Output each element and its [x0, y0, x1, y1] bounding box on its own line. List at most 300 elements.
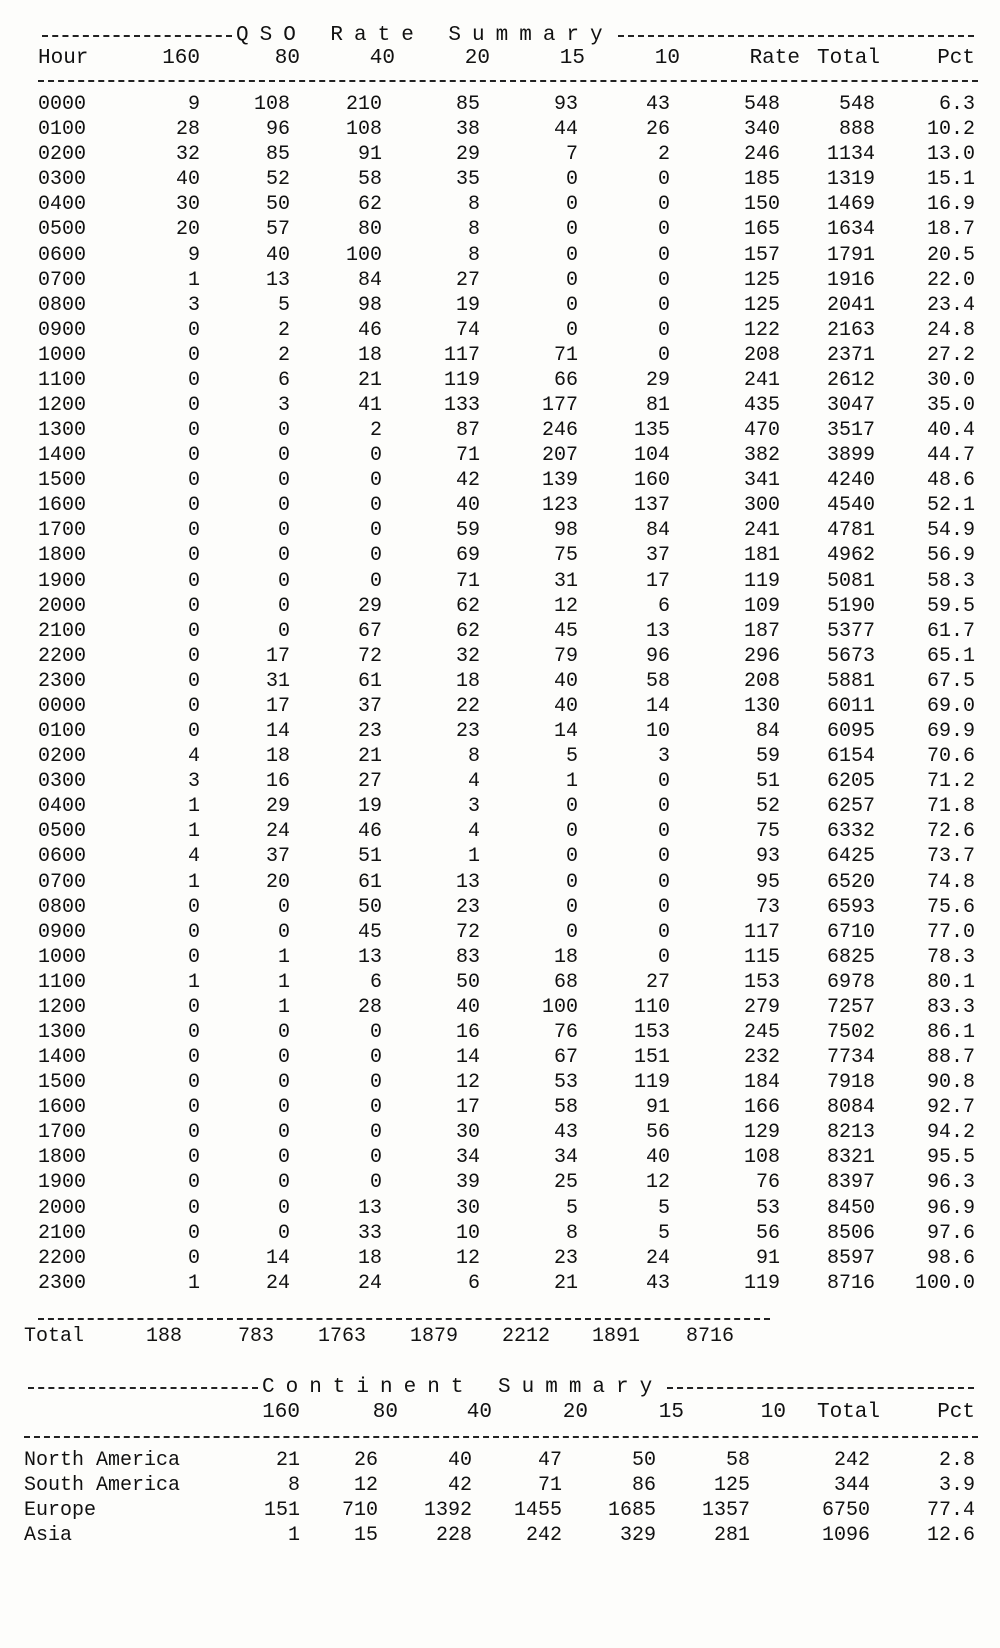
cell-80: 0: [277, 569, 290, 593]
cell-80: 3: [277, 394, 290, 417]
cell-160: 3: [187, 770, 200, 794]
cell-hour: 1200: [38, 995, 87, 1019]
cell-20: 35: [455, 168, 480, 192]
cell-80: 18: [265, 745, 290, 769]
cell-20: 71: [455, 569, 480, 593]
cell-pct: 40.4: [926, 419, 975, 442]
cell-rate: 341: [743, 469, 780, 493]
cell-hour: 1400: [38, 444, 87, 468]
cell-hour: 2100: [38, 1221, 87, 1245]
cell-rate: 130: [743, 694, 780, 718]
cell-hour: 1200: [38, 394, 87, 417]
cell-40: 61: [357, 870, 382, 894]
cell-pct: 30.0: [926, 368, 975, 392]
cell-pct: 56.9: [926, 544, 975, 568]
continent-cell-160: 151: [263, 1499, 300, 1522]
cell-rate: 109: [743, 594, 780, 618]
cell-rate: 153: [743, 970, 780, 994]
header-rate: Rate: [749, 47, 800, 70]
cell-pct: 73.7: [926, 845, 975, 869]
cell-160: 0: [187, 1246, 200, 1270]
cell-total: 3047: [826, 394, 875, 417]
cell-rate: 246: [743, 143, 780, 167]
cell-15: 23: [553, 1246, 578, 1270]
cell-hour: 0800: [38, 293, 87, 317]
cell-80: 20: [265, 870, 290, 894]
cell-total: 8597: [826, 1246, 875, 1270]
cell-rate: 84: [755, 720, 780, 743]
cell-pct: 67.5: [926, 669, 975, 693]
cell-rate: 125: [743, 293, 780, 317]
continent-cell-40: 40: [447, 1449, 472, 1472]
cell-10: 0: [657, 795, 670, 819]
cell-40: 0: [369, 569, 382, 593]
cell-rate: 208: [743, 343, 780, 367]
cell-80: 16: [265, 770, 290, 794]
continent-cell-15: 50: [631, 1449, 656, 1472]
cell-15: 207: [541, 444, 578, 468]
cell-80: 0: [277, 1096, 290, 1120]
cell-rate: 93: [755, 845, 780, 869]
cell-rate: 95: [755, 870, 780, 894]
cell-10: 0: [657, 820, 670, 844]
cell-hour: 1900: [38, 1171, 87, 1195]
cell-40: 6: [369, 970, 382, 994]
cell-20: 23: [455, 895, 480, 919]
cell-10: 0: [657, 845, 670, 869]
continent-cell-pct: 12.6: [926, 1524, 975, 1547]
cell-10: 13: [645, 619, 670, 643]
cell-40: 0: [369, 1121, 382, 1145]
cell-pct: 97.6: [926, 1221, 975, 1245]
cell-160: 0: [187, 544, 200, 568]
cell-pct: 58.3: [926, 569, 975, 593]
cell-160: 0: [187, 444, 200, 468]
cell-15: 79: [553, 644, 578, 668]
cell-80: 0: [277, 419, 290, 442]
cell-80: 17: [265, 644, 290, 668]
cell-10: 160: [633, 469, 670, 493]
cell-pct: 92.7: [926, 1096, 975, 1120]
cell-20: 8: [467, 243, 480, 267]
cell-total: 8321: [826, 1146, 875, 1170]
cell-20: 87: [455, 419, 480, 442]
cell-40: 91: [357, 143, 382, 167]
cell-10: 58: [645, 669, 670, 693]
cell-hour: 1000: [38, 343, 87, 367]
header-pct: Pct: [937, 47, 975, 70]
cell-40: 21: [357, 368, 382, 392]
cell-160: 0: [187, 619, 200, 643]
cell-10: 26: [645, 118, 670, 142]
cell-20: 19: [455, 293, 480, 317]
cell-80: 85: [265, 143, 290, 167]
cell-total: 8084: [826, 1096, 875, 1120]
cell-rate: 157: [743, 243, 780, 267]
cell-80: 6: [277, 368, 290, 392]
cell-160: 1: [187, 970, 200, 994]
cell-80: 108: [253, 93, 290, 116]
cell-total: 8506: [826, 1221, 875, 1245]
cell-rate: 108: [743, 1146, 780, 1170]
cell-80: 2: [277, 343, 290, 367]
cell-rate: 91: [755, 1246, 780, 1270]
cell-80: 37: [265, 845, 290, 869]
cell-10: 29: [645, 368, 670, 392]
cell-80: 1: [277, 945, 290, 969]
cell-15: 0: [565, 293, 578, 317]
total-divider: [38, 1318, 770, 1320]
cell-80: 52: [265, 168, 290, 192]
cell-40: 0: [369, 1046, 382, 1069]
cell-pct: 83.3: [926, 995, 975, 1019]
cell-10: 3: [657, 745, 670, 769]
cell-15: 0: [565, 168, 578, 192]
cell-20: 119: [443, 368, 480, 392]
cell-20: 40: [455, 494, 480, 518]
continent-cell-80: 710: [341, 1499, 378, 1522]
cell-10: 0: [657, 293, 670, 317]
cell-total: 8397: [826, 1171, 875, 1195]
cell-40: 108: [345, 118, 382, 142]
cell-15: 76: [553, 1021, 578, 1044]
cell-pct: 69.0: [926, 694, 975, 718]
cell-15: 71: [553, 343, 578, 367]
cell-15: 0: [565, 820, 578, 844]
cell-10: 0: [657, 168, 670, 192]
cell-80: 0: [277, 1121, 290, 1145]
cell-40: 46: [357, 820, 382, 844]
cell-160: 0: [187, 920, 200, 944]
cell-80: 31: [265, 669, 290, 693]
cell-pct: 6.3: [938, 93, 975, 116]
cell-160: 1: [187, 820, 200, 844]
cell-total: 2163: [826, 318, 875, 342]
cell-80: 0: [277, 444, 290, 468]
cell-total: 6978: [826, 970, 875, 994]
cell-hour: 0900: [38, 920, 87, 944]
cell-hour: 0300: [38, 168, 87, 192]
cell-40: 46: [357, 318, 382, 342]
cell-pct: 78.3: [926, 945, 975, 969]
cell-rate: 296: [743, 644, 780, 668]
cell-160: 0: [187, 1196, 200, 1220]
cell-20: 30: [455, 1121, 480, 1145]
cell-80: 57: [265, 218, 290, 242]
cell-10: 104: [633, 444, 670, 468]
cell-15: 18: [553, 945, 578, 969]
cell-20: 133: [443, 394, 480, 417]
cell-pct: 44.7: [926, 444, 975, 468]
cell-rate: 119: [743, 1271, 780, 1295]
cell-20: 8: [467, 218, 480, 242]
cell-total: 7257: [826, 995, 875, 1019]
cell-rate: 73: [755, 895, 780, 919]
total-40: 1763: [317, 1325, 366, 1348]
header-hour: Hour: [38, 47, 89, 70]
cell-15: 5: [565, 745, 578, 769]
cell-total: 2612: [826, 368, 875, 392]
cell-20: 34: [455, 1146, 480, 1170]
cell-160: 0: [187, 343, 200, 367]
cell-total: 6825: [826, 945, 875, 969]
cell-20: 22: [455, 694, 480, 718]
cell-80: 14: [265, 720, 290, 743]
cell-160: 0: [187, 669, 200, 693]
cell-total: 1791: [826, 243, 875, 267]
cell-pct: 71.8: [926, 795, 975, 819]
cell-hour: 1300: [38, 419, 87, 442]
cell-pct: 59.5: [926, 594, 975, 618]
continent-cell-continent: North America: [24, 1449, 181, 1472]
cell-160: 0: [187, 368, 200, 392]
cell-pct: 71.2: [926, 770, 975, 794]
cell-rate: 150: [743, 193, 780, 217]
cell-pct: 74.8: [926, 870, 975, 894]
continent-header-160: 160: [262, 1401, 300, 1424]
continent-header-80: 80: [372, 1401, 398, 1424]
cell-80: 24: [265, 820, 290, 844]
cell-40: 0: [369, 519, 382, 543]
cell-160: 30: [175, 193, 200, 217]
continent-cell-40: 228: [435, 1524, 472, 1547]
cell-20: 40: [455, 995, 480, 1019]
cell-15: 43: [553, 1121, 578, 1145]
continent-cell-160: 1: [287, 1524, 300, 1547]
cell-40: 0: [369, 494, 382, 518]
cell-40: 0: [369, 469, 382, 493]
cell-hour: 0800: [38, 895, 87, 919]
cell-15: 8: [565, 1221, 578, 1245]
cell-160: 1: [187, 268, 200, 292]
cell-pct: 70.6: [926, 745, 975, 769]
cell-hour: 0600: [38, 845, 87, 869]
cell-20: 74: [455, 318, 480, 342]
cell-rate: 245: [743, 1021, 780, 1044]
cell-80: 1: [277, 970, 290, 994]
continent-cell-160: 21: [275, 1449, 300, 1472]
qso-title: QSO Rate Summary: [236, 24, 614, 47]
continent-header-pct: Pct: [937, 1401, 975, 1424]
cell-20: 23: [455, 720, 480, 743]
cell-hour: 1700: [38, 1121, 87, 1145]
cell-80: 0: [277, 1196, 290, 1220]
cell-hour: 1700: [38, 519, 87, 543]
cell-pct: 23.4: [926, 293, 975, 317]
cell-total: 6425: [826, 845, 875, 869]
cell-160: 28: [175, 118, 200, 142]
continent-cell-total: 1096: [821, 1524, 870, 1547]
header-total: Total: [816, 47, 880, 70]
cell-pct: 95.5: [926, 1146, 975, 1170]
cell-pct: 86.1: [926, 1021, 975, 1044]
title-dash-left: [42, 35, 232, 37]
cell-40: 100: [345, 243, 382, 267]
cell-80: 0: [277, 619, 290, 643]
cell-10: 6: [657, 594, 670, 618]
cell-15: 177: [541, 394, 578, 417]
cell-15: 1: [565, 770, 578, 794]
cell-20: 69: [455, 544, 480, 568]
cell-hour: 0100: [38, 720, 87, 743]
cell-40: 0: [369, 544, 382, 568]
cell-rate: 115: [743, 945, 780, 969]
cell-hour: 1800: [38, 1146, 87, 1170]
cell-10: 151: [633, 1046, 670, 1069]
cell-20: 3: [467, 795, 480, 819]
cell-20: 10: [455, 1221, 480, 1245]
cell-10: 91: [645, 1096, 670, 1120]
cell-20: 18: [455, 669, 480, 693]
cell-160: 0: [187, 694, 200, 718]
cell-80: 0: [277, 1046, 290, 1069]
cell-40: 45: [357, 920, 382, 944]
cell-15: 100: [541, 995, 578, 1019]
cell-rate: 125: [743, 268, 780, 292]
cell-hour: 0000: [38, 93, 87, 116]
cell-40: 50: [357, 895, 382, 919]
cell-pct: 96.9: [926, 1196, 975, 1220]
cell-40: 13: [357, 945, 382, 969]
cell-rate: 129: [743, 1121, 780, 1145]
cell-hour: 0500: [38, 820, 87, 844]
cell-20: 12: [455, 1246, 480, 1270]
continent-cell-10: 281: [713, 1524, 750, 1547]
continent-header-20: 20: [562, 1401, 588, 1424]
cell-10: 0: [657, 268, 670, 292]
cell-15: 75: [553, 544, 578, 568]
cell-160: 0: [187, 644, 200, 668]
cell-total: 7918: [826, 1071, 875, 1095]
cell-total: 1634: [826, 218, 875, 242]
cell-rate: 56: [755, 1221, 780, 1245]
cell-10: 5: [657, 1196, 670, 1220]
cell-total: 1134: [826, 143, 875, 167]
cell-80: 13: [265, 268, 290, 292]
cell-rate: 548: [743, 93, 780, 116]
continent-cell-80: 12: [353, 1474, 378, 1497]
continent-cell-160: 8: [287, 1474, 300, 1497]
continent-cell-10: 1357: [701, 1499, 750, 1522]
cell-hour: 0400: [38, 795, 87, 819]
cell-15: 44: [553, 118, 578, 142]
cell-rate: 122: [743, 318, 780, 342]
cell-total: 6593: [826, 895, 875, 919]
cell-160: 0: [187, 995, 200, 1019]
cell-hour: 0700: [38, 870, 87, 894]
cell-160: 1: [187, 1271, 200, 1295]
cell-hour: 0400: [38, 193, 87, 217]
cell-15: 0: [565, 870, 578, 894]
cell-40: 0: [369, 1021, 382, 1044]
cell-pct: 10.2: [926, 118, 975, 142]
cell-15: 21: [553, 1271, 578, 1295]
cell-pct: 77.0: [926, 920, 975, 944]
cell-pct: 94.2: [926, 1121, 975, 1145]
cell-20: 62: [455, 619, 480, 643]
cell-rate: 208: [743, 669, 780, 693]
cell-160: 0: [187, 419, 200, 442]
cell-hour: 2300: [38, 1271, 87, 1295]
cell-160: 0: [187, 1096, 200, 1120]
continent-cell-15: 1685: [607, 1499, 656, 1522]
cell-20: 39: [455, 1171, 480, 1195]
continent-cell-40: 42: [447, 1474, 472, 1497]
cell-hour: 1500: [38, 1071, 87, 1095]
cell-total: 6710: [826, 920, 875, 944]
cell-40: 33: [357, 1221, 382, 1245]
cell-pct: 48.6: [926, 469, 975, 493]
cell-hour: 0100: [38, 118, 87, 142]
cell-10: 135: [633, 419, 670, 442]
cell-15: 53: [553, 1071, 578, 1095]
cell-20: 4: [467, 820, 480, 844]
cell-160: 3: [187, 293, 200, 317]
continent-cell-80: 15: [353, 1524, 378, 1547]
cell-hour: 1600: [38, 1096, 87, 1120]
total-rate: 8716: [685, 1325, 734, 1348]
cell-rate: 187: [743, 619, 780, 643]
cell-40: 0: [369, 1146, 382, 1170]
cell-15: 246: [541, 419, 578, 442]
cell-rate: 300: [743, 494, 780, 518]
cell-hour: 0600: [38, 243, 87, 267]
cell-160: 0: [187, 1046, 200, 1069]
cell-80: 96: [265, 118, 290, 142]
continent-cell-20: 71: [537, 1474, 562, 1497]
cell-total: 2041: [826, 293, 875, 317]
cell-total: 6332: [826, 820, 875, 844]
cell-40: 18: [357, 1246, 382, 1270]
cell-rate: 76: [755, 1171, 780, 1195]
cell-rate: 470: [743, 419, 780, 442]
continent-cell-continent: South America: [24, 1474, 181, 1497]
cell-total: 3899: [826, 444, 875, 468]
header-80: 80: [274, 47, 300, 70]
cell-40: 41: [357, 394, 382, 417]
cell-40: 58: [357, 168, 382, 192]
cell-40: 80: [357, 218, 382, 242]
cell-15: 0: [565, 845, 578, 869]
cell-40: 37: [357, 694, 382, 718]
cell-pct: 52.1: [926, 494, 975, 518]
cell-15: 0: [565, 268, 578, 292]
cell-80: 0: [277, 519, 290, 543]
continent-cell-continent: Europe: [24, 1499, 97, 1522]
cell-40: 0: [369, 1171, 382, 1195]
cell-10: 0: [657, 193, 670, 217]
cell-total: 5081: [826, 569, 875, 593]
cell-80: 0: [277, 594, 290, 618]
cell-pct: 13.0: [926, 143, 975, 167]
cell-80: 5: [277, 293, 290, 317]
cell-10: 43: [645, 1271, 670, 1295]
cell-total: 5190: [826, 594, 875, 618]
cell-160: 0: [187, 394, 200, 417]
cell-20: 6: [467, 1271, 480, 1295]
cell-80: 0: [277, 1171, 290, 1195]
cell-hour: 0900: [38, 318, 87, 342]
cell-20: 8: [467, 745, 480, 769]
continent-cell-total: 344: [833, 1474, 870, 1497]
cell-20: 72: [455, 920, 480, 944]
cell-total: 6154: [826, 745, 875, 769]
cell-rate: 59: [755, 745, 780, 769]
cell-10: 2: [657, 143, 670, 167]
cell-160: 0: [187, 945, 200, 969]
continent-cell-20: 1455: [513, 1499, 562, 1522]
cell-rate: 340: [743, 118, 780, 142]
